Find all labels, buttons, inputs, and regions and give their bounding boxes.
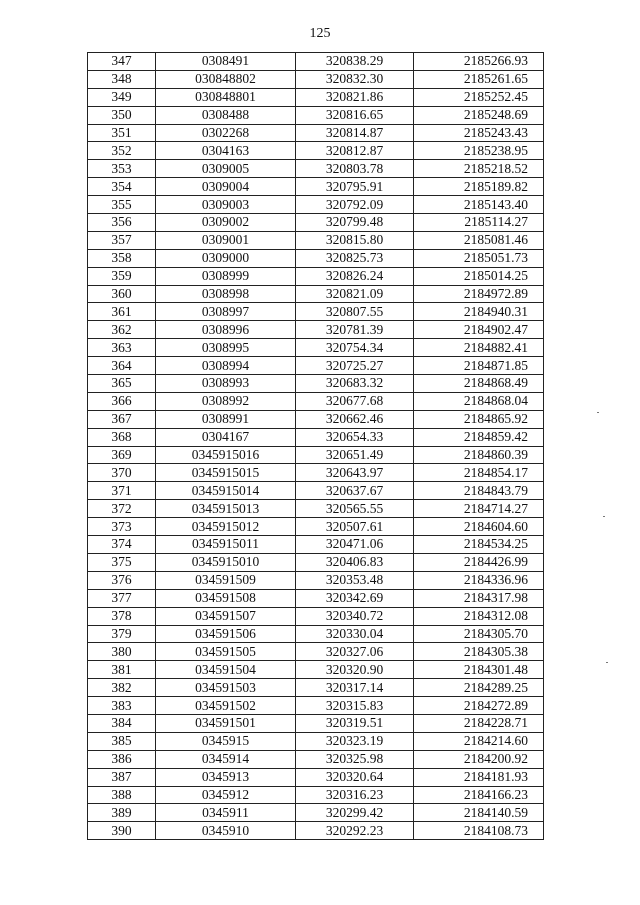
point-number-cell: 360 bbox=[88, 285, 156, 303]
point-code-cell: 0345915016 bbox=[156, 446, 296, 464]
x-coordinate-cell: 320471.06 bbox=[296, 536, 414, 554]
y-coordinate-cell: 2184200.92 bbox=[414, 750, 544, 768]
x-coordinate-cell: 320792.09 bbox=[296, 196, 414, 214]
point-code-cell: 0345915015 bbox=[156, 464, 296, 482]
y-coordinate-cell: 2184336.96 bbox=[414, 571, 544, 589]
x-coordinate-cell: 320342.69 bbox=[296, 589, 414, 607]
x-coordinate-cell: 320799.48 bbox=[296, 214, 414, 232]
point-code-cell: 0345912 bbox=[156, 786, 296, 804]
point-code-cell: 0309000 bbox=[156, 249, 296, 267]
x-coordinate-cell: 320299.42 bbox=[296, 804, 414, 822]
point-code-cell: 034591507 bbox=[156, 607, 296, 625]
point-number-cell: 381 bbox=[88, 661, 156, 679]
point-code-cell: 0308996 bbox=[156, 321, 296, 339]
y-coordinate-cell: 2184714.27 bbox=[414, 500, 544, 518]
y-coordinate-cell: 2185248.69 bbox=[414, 106, 544, 124]
scan-speck bbox=[597, 412, 599, 413]
x-coordinate-cell: 320325.98 bbox=[296, 750, 414, 768]
point-code-cell: 0304163 bbox=[156, 142, 296, 160]
table-row bbox=[88, 697, 544, 715]
point-code-cell: 0308994 bbox=[156, 357, 296, 375]
y-coordinate-cell: 2185051.73 bbox=[414, 249, 544, 267]
table-row bbox=[88, 643, 544, 661]
point-code-cell: 0345915011 bbox=[156, 536, 296, 554]
y-coordinate-cell: 2184854.17 bbox=[414, 464, 544, 482]
table-row bbox=[88, 249, 544, 267]
coordinates-table-body bbox=[88, 53, 544, 840]
table-row bbox=[88, 464, 544, 482]
table-row bbox=[88, 303, 544, 321]
point-number-cell: 358 bbox=[88, 249, 156, 267]
x-coordinate-cell: 320832.30 bbox=[296, 70, 414, 88]
x-coordinate-cell: 320825.73 bbox=[296, 249, 414, 267]
point-number-cell: 365 bbox=[88, 375, 156, 393]
scan-speck bbox=[606, 662, 608, 663]
y-coordinate-cell: 2184972.89 bbox=[414, 285, 544, 303]
x-coordinate-cell: 320323.19 bbox=[296, 732, 414, 750]
point-code-cell: 0345913 bbox=[156, 768, 296, 786]
point-code-cell: 034591502 bbox=[156, 697, 296, 715]
x-coordinate-cell: 320316.23 bbox=[296, 786, 414, 804]
table-row bbox=[88, 482, 544, 500]
x-coordinate-cell: 320292.23 bbox=[296, 822, 414, 840]
table-row bbox=[88, 768, 544, 786]
table-row bbox=[88, 160, 544, 178]
point-code-cell: 0345914 bbox=[156, 750, 296, 768]
point-number-cell: 351 bbox=[88, 124, 156, 142]
x-coordinate-cell: 320406.83 bbox=[296, 553, 414, 571]
point-number-cell: 375 bbox=[88, 553, 156, 571]
x-coordinate-cell: 320643.97 bbox=[296, 464, 414, 482]
y-coordinate-cell: 2184289.25 bbox=[414, 679, 544, 697]
y-coordinate-cell: 2184228.71 bbox=[414, 714, 544, 732]
point-code-cell: 0308997 bbox=[156, 303, 296, 321]
table-row bbox=[88, 518, 544, 536]
point-code-cell: 0309005 bbox=[156, 160, 296, 178]
table-row bbox=[88, 339, 544, 357]
x-coordinate-cell: 320662.46 bbox=[296, 410, 414, 428]
x-coordinate-cell: 320816.65 bbox=[296, 106, 414, 124]
y-coordinate-cell: 2184317.98 bbox=[414, 589, 544, 607]
x-coordinate-cell: 320807.55 bbox=[296, 303, 414, 321]
point-number-cell: 382 bbox=[88, 679, 156, 697]
x-coordinate-cell: 320812.87 bbox=[296, 142, 414, 160]
table-row bbox=[88, 661, 544, 679]
point-number-cell: 385 bbox=[88, 732, 156, 750]
y-coordinate-cell: 2185014.25 bbox=[414, 267, 544, 285]
point-number-cell: 350 bbox=[88, 106, 156, 124]
x-coordinate-cell: 320795.91 bbox=[296, 178, 414, 196]
table-row bbox=[88, 714, 544, 732]
point-number-cell: 356 bbox=[88, 214, 156, 232]
point-code-cell: 030848802 bbox=[156, 70, 296, 88]
table-row bbox=[88, 822, 544, 840]
x-coordinate-cell: 320651.49 bbox=[296, 446, 414, 464]
table-row bbox=[88, 500, 544, 518]
point-code-cell: 034591503 bbox=[156, 679, 296, 697]
table-row bbox=[88, 321, 544, 339]
table-row bbox=[88, 589, 544, 607]
y-coordinate-cell: 2184940.31 bbox=[414, 303, 544, 321]
x-coordinate-cell: 320781.39 bbox=[296, 321, 414, 339]
point-number-cell: 389 bbox=[88, 804, 156, 822]
table-row bbox=[88, 142, 544, 160]
x-coordinate-cell: 320654.33 bbox=[296, 428, 414, 446]
y-coordinate-cell: 2184882.41 bbox=[414, 339, 544, 357]
y-coordinate-cell: 2184859.42 bbox=[414, 428, 544, 446]
table-row bbox=[88, 124, 544, 142]
point-code-cell: 0308488 bbox=[156, 106, 296, 124]
x-coordinate-cell: 320821.09 bbox=[296, 285, 414, 303]
x-coordinate-cell: 320725.27 bbox=[296, 357, 414, 375]
point-code-cell: 0345911 bbox=[156, 804, 296, 822]
point-number-cell: 379 bbox=[88, 625, 156, 643]
table-row bbox=[88, 428, 544, 446]
x-coordinate-cell: 320319.51 bbox=[296, 714, 414, 732]
y-coordinate-cell: 2184272.89 bbox=[414, 697, 544, 715]
x-coordinate-cell: 320353.48 bbox=[296, 571, 414, 589]
table-row bbox=[88, 375, 544, 393]
table-row bbox=[88, 357, 544, 375]
table-row bbox=[88, 53, 544, 71]
point-code-cell: 0309003 bbox=[156, 196, 296, 214]
x-coordinate-cell: 320637.67 bbox=[296, 482, 414, 500]
point-code-cell: 034591501 bbox=[156, 714, 296, 732]
point-code-cell: 0345915013 bbox=[156, 500, 296, 518]
x-coordinate-cell: 320320.64 bbox=[296, 768, 414, 786]
y-coordinate-cell: 2184181.93 bbox=[414, 768, 544, 786]
y-coordinate-cell: 2184312.08 bbox=[414, 607, 544, 625]
x-coordinate-cell: 320327.06 bbox=[296, 643, 414, 661]
table-row bbox=[88, 178, 544, 196]
y-coordinate-cell: 2185114.27 bbox=[414, 214, 544, 232]
table-row bbox=[88, 553, 544, 571]
table-row bbox=[88, 607, 544, 625]
point-number-cell: 363 bbox=[88, 339, 156, 357]
point-code-cell: 034591504 bbox=[156, 661, 296, 679]
point-number-cell: 384 bbox=[88, 714, 156, 732]
point-code-cell: 0309004 bbox=[156, 178, 296, 196]
point-code-cell: 0345915010 bbox=[156, 553, 296, 571]
y-coordinate-cell: 2184871.85 bbox=[414, 357, 544, 375]
point-number-cell: 369 bbox=[88, 446, 156, 464]
table-row bbox=[88, 231, 544, 249]
point-number-cell: 390 bbox=[88, 822, 156, 840]
y-coordinate-cell: 2184305.38 bbox=[414, 643, 544, 661]
y-coordinate-cell: 2184865.92 bbox=[414, 410, 544, 428]
table-row bbox=[88, 392, 544, 410]
point-code-cell: 0308491 bbox=[156, 53, 296, 71]
point-number-cell: 354 bbox=[88, 178, 156, 196]
y-coordinate-cell: 2185218.52 bbox=[414, 160, 544, 178]
point-code-cell: 0309002 bbox=[156, 214, 296, 232]
point-number-cell: 388 bbox=[88, 786, 156, 804]
x-coordinate-cell: 320815.80 bbox=[296, 231, 414, 249]
table-row bbox=[88, 446, 544, 464]
y-coordinate-cell: 2185189.82 bbox=[414, 178, 544, 196]
y-coordinate-cell: 2184534.25 bbox=[414, 536, 544, 554]
point-code-cell: 0302268 bbox=[156, 124, 296, 142]
point-code-cell: 0304167 bbox=[156, 428, 296, 446]
x-coordinate-cell: 320677.68 bbox=[296, 392, 414, 410]
point-code-cell: 034591505 bbox=[156, 643, 296, 661]
point-code-cell: 0308999 bbox=[156, 267, 296, 285]
x-coordinate-cell: 320838.29 bbox=[296, 53, 414, 71]
point-number-cell: 353 bbox=[88, 160, 156, 178]
y-coordinate-cell: 2185266.93 bbox=[414, 53, 544, 71]
table-row bbox=[88, 285, 544, 303]
y-coordinate-cell: 2184305.70 bbox=[414, 625, 544, 643]
point-code-cell: 034591509 bbox=[156, 571, 296, 589]
table-row bbox=[88, 625, 544, 643]
point-code-cell: 034591508 bbox=[156, 589, 296, 607]
point-number-cell: 376 bbox=[88, 571, 156, 589]
point-code-cell: 0345910 bbox=[156, 822, 296, 840]
point-number-cell: 374 bbox=[88, 536, 156, 554]
point-number-cell: 347 bbox=[88, 53, 156, 71]
point-number-cell: 357 bbox=[88, 231, 156, 249]
point-number-cell: 359 bbox=[88, 267, 156, 285]
table-row bbox=[88, 88, 544, 106]
y-coordinate-cell: 2184843.79 bbox=[414, 482, 544, 500]
x-coordinate-cell: 320821.86 bbox=[296, 88, 414, 106]
table-row bbox=[88, 786, 544, 804]
point-number-cell: 368 bbox=[88, 428, 156, 446]
x-coordinate-cell: 320340.72 bbox=[296, 607, 414, 625]
x-coordinate-cell: 320320.90 bbox=[296, 661, 414, 679]
y-coordinate-cell: 2184426.99 bbox=[414, 553, 544, 571]
x-coordinate-cell: 320317.14 bbox=[296, 679, 414, 697]
table-row bbox=[88, 732, 544, 750]
point-number-cell: 380 bbox=[88, 643, 156, 661]
y-coordinate-cell: 2184108.73 bbox=[414, 822, 544, 840]
table-row bbox=[88, 70, 544, 88]
point-number-cell: 361 bbox=[88, 303, 156, 321]
point-number-cell: 367 bbox=[88, 410, 156, 428]
point-code-cell: 030848801 bbox=[156, 88, 296, 106]
y-coordinate-cell: 2184860.39 bbox=[414, 446, 544, 464]
y-coordinate-cell: 2185261.65 bbox=[414, 70, 544, 88]
x-coordinate-cell: 320565.55 bbox=[296, 500, 414, 518]
point-number-cell: 349 bbox=[88, 88, 156, 106]
y-coordinate-cell: 2185252.45 bbox=[414, 88, 544, 106]
point-number-cell: 366 bbox=[88, 392, 156, 410]
y-coordinate-cell: 2184604.60 bbox=[414, 518, 544, 536]
table-row bbox=[88, 750, 544, 768]
point-code-cell: 0345915 bbox=[156, 732, 296, 750]
page-number: 125 bbox=[309, 26, 331, 41]
table-row bbox=[88, 106, 544, 124]
point-number-cell: 383 bbox=[88, 697, 156, 715]
table-row bbox=[88, 214, 544, 232]
point-number-cell: 352 bbox=[88, 142, 156, 160]
table-row bbox=[88, 571, 544, 589]
point-code-cell: 0345915012 bbox=[156, 518, 296, 536]
y-coordinate-cell: 2185243.43 bbox=[414, 124, 544, 142]
y-coordinate-cell: 2185143.40 bbox=[414, 196, 544, 214]
table-row bbox=[88, 410, 544, 428]
x-coordinate-cell: 320803.78 bbox=[296, 160, 414, 178]
x-coordinate-cell: 320330.04 bbox=[296, 625, 414, 643]
y-coordinate-cell: 2184868.49 bbox=[414, 375, 544, 393]
point-number-cell: 364 bbox=[88, 357, 156, 375]
point-number-cell: 372 bbox=[88, 500, 156, 518]
x-coordinate-cell: 320754.34 bbox=[296, 339, 414, 357]
y-coordinate-cell: 2184140.59 bbox=[414, 804, 544, 822]
point-code-cell: 0308998 bbox=[156, 285, 296, 303]
table-row bbox=[88, 196, 544, 214]
y-coordinate-cell: 2184166.23 bbox=[414, 786, 544, 804]
scan-speck bbox=[603, 516, 605, 517]
x-coordinate-cell: 320814.87 bbox=[296, 124, 414, 142]
point-number-cell: 387 bbox=[88, 768, 156, 786]
x-coordinate-cell: 320826.24 bbox=[296, 267, 414, 285]
point-number-cell: 373 bbox=[88, 518, 156, 536]
x-coordinate-cell: 320315.83 bbox=[296, 697, 414, 715]
table-row bbox=[88, 536, 544, 554]
point-code-cell: 0345915014 bbox=[156, 482, 296, 500]
point-number-cell: 378 bbox=[88, 607, 156, 625]
y-coordinate-cell: 2185238.95 bbox=[414, 142, 544, 160]
y-coordinate-cell: 2184301.48 bbox=[414, 661, 544, 679]
y-coordinate-cell: 2185081.46 bbox=[414, 231, 544, 249]
point-code-cell: 0308992 bbox=[156, 392, 296, 410]
table-row bbox=[88, 804, 544, 822]
point-code-cell: 0308993 bbox=[156, 375, 296, 393]
point-code-cell: 0308995 bbox=[156, 339, 296, 357]
point-number-cell: 355 bbox=[88, 196, 156, 214]
point-number-cell: 386 bbox=[88, 750, 156, 768]
x-coordinate-cell: 320507.61 bbox=[296, 518, 414, 536]
table-row bbox=[88, 679, 544, 697]
point-code-cell: 0309001 bbox=[156, 231, 296, 249]
point-code-cell: 034591506 bbox=[156, 625, 296, 643]
y-coordinate-cell: 2184902.47 bbox=[414, 321, 544, 339]
point-code-cell: 0308991 bbox=[156, 410, 296, 428]
x-coordinate-cell: 320683.32 bbox=[296, 375, 414, 393]
coordinates-table bbox=[87, 52, 544, 840]
point-number-cell: 348 bbox=[88, 70, 156, 88]
point-number-cell: 362 bbox=[88, 321, 156, 339]
point-number-cell: 370 bbox=[88, 464, 156, 482]
point-number-cell: 371 bbox=[88, 482, 156, 500]
y-coordinate-cell: 2184868.04 bbox=[414, 392, 544, 410]
point-number-cell: 377 bbox=[88, 589, 156, 607]
y-coordinate-cell: 2184214.60 bbox=[414, 732, 544, 750]
table-row bbox=[88, 267, 544, 285]
